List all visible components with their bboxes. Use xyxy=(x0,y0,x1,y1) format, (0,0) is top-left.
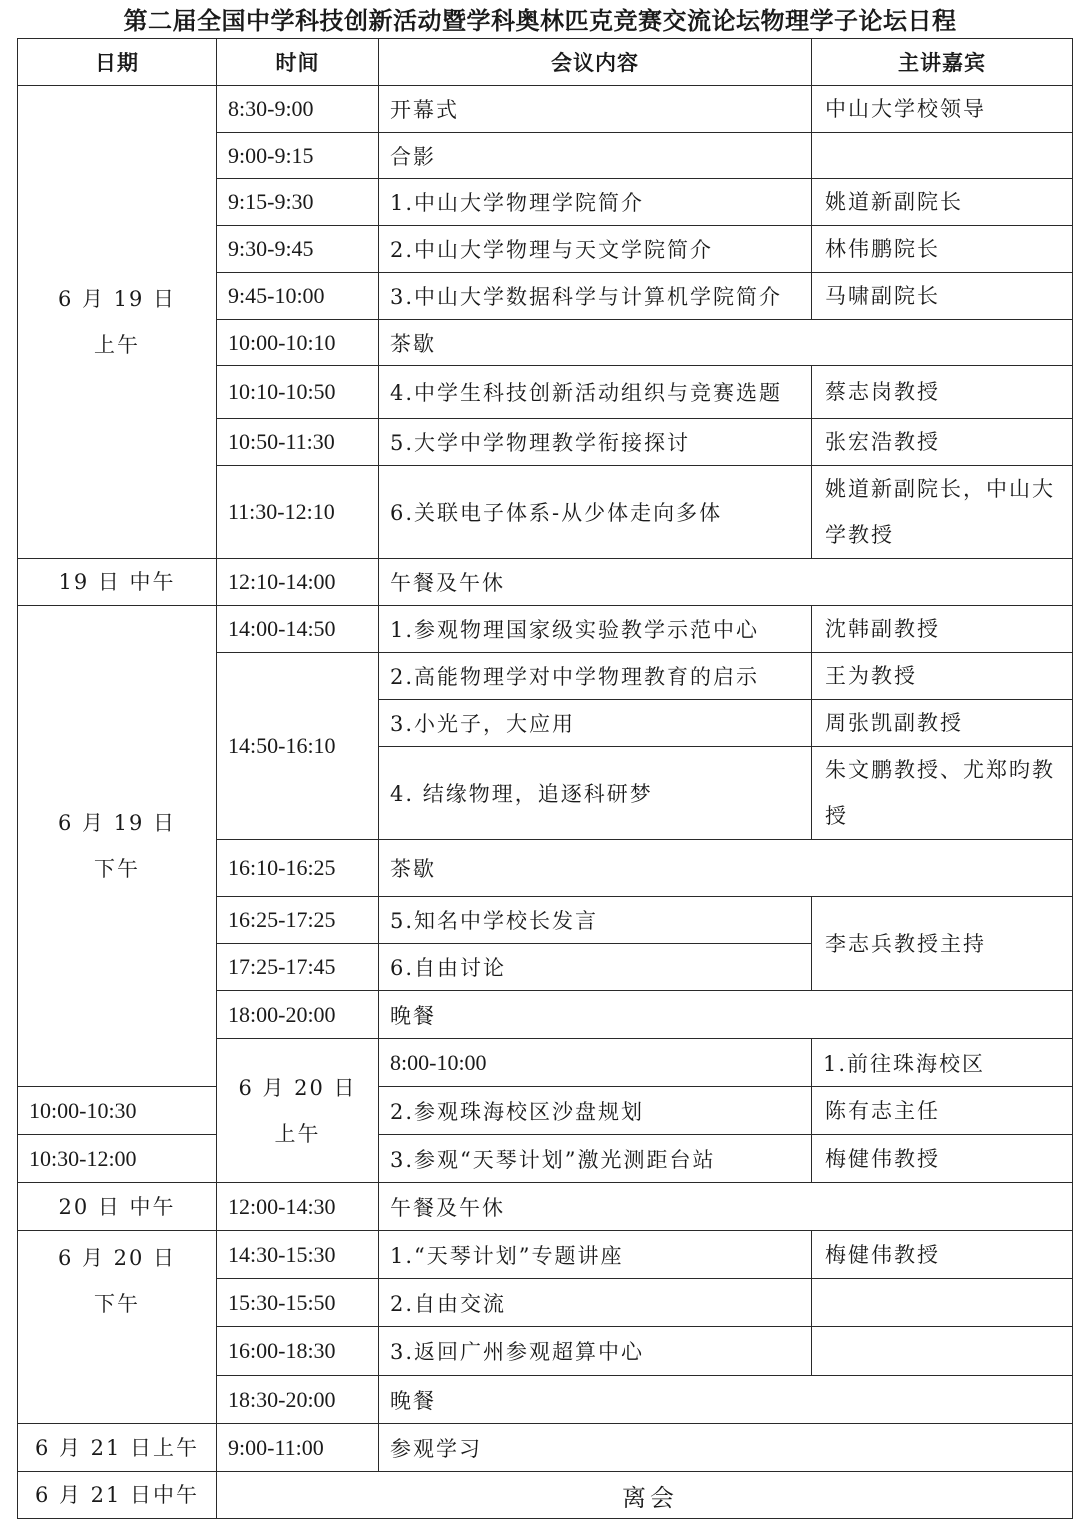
content-cell: 6.自由讨论 xyxy=(379,944,812,991)
date-cell: 6 月 21 日上午 xyxy=(18,1424,217,1472)
content-cell: 午餐及午休 xyxy=(379,559,1073,606)
time-cell: 10:00-10:10 xyxy=(217,320,379,366)
time-cell: 9:00-9:15 xyxy=(217,133,379,179)
time-cell: 9:45-10:00 xyxy=(217,273,379,320)
time-cell: 14:50-16:10 xyxy=(217,653,379,840)
speaker-cell xyxy=(812,133,1073,179)
content-cell: 1.前往珠海校区 xyxy=(812,1039,1073,1087)
date-line: 下午 xyxy=(94,857,140,881)
time-cell: 8:00-10:00 xyxy=(379,1039,812,1087)
speaker-cell xyxy=(812,1279,1073,1327)
content-cell: 4.中学生科技创新活动组织与竞赛选题 xyxy=(379,366,812,419)
time-cell: 17:25-17:45 xyxy=(217,944,379,991)
time-cell: 18:30-20:00 xyxy=(217,1376,379,1424)
time-cell: 10:00-10:30 xyxy=(18,1087,217,1135)
time-cell: 12:00-14:30 xyxy=(217,1183,379,1231)
speaker-cell: 蔡志岗教授 xyxy=(812,366,1073,419)
schedule-table xyxy=(17,38,1073,1519)
speaker-cell xyxy=(812,1327,1073,1376)
content-cell: 5.知名中学校长发言 xyxy=(379,897,812,944)
speaker-cell: 林伟鹏院长 xyxy=(812,226,1073,273)
speaker-cell: 马啸副院长 xyxy=(812,273,1073,320)
content-cell: 2.中山大学物理与天文学院简介 xyxy=(379,226,812,273)
time-cell: 14:00-14:50 xyxy=(217,606,379,653)
table-row xyxy=(18,606,1073,653)
content-cell: 参观学习 xyxy=(379,1424,1073,1472)
content-cell: 3.中山大学数据科学与计算机学院简介 xyxy=(379,273,812,320)
header-time: 时间 xyxy=(217,39,379,86)
date-line: 下午 xyxy=(94,1292,140,1316)
time-cell: 16:10-16:25 xyxy=(217,840,379,897)
content-cell: 茶歇 xyxy=(379,840,1073,897)
date-line: 6 月 19 日 xyxy=(57,287,177,311)
date-cell xyxy=(18,1231,217,1424)
time-cell: 9:30-9:45 xyxy=(217,226,379,273)
content-cell: 晚餐 xyxy=(379,1376,1073,1424)
date-cell: 6 月 21 日中午 xyxy=(18,1472,217,1519)
speaker-cell: 梅健伟教授 xyxy=(812,1231,1073,1279)
date-cell: 19 日 中午 xyxy=(18,559,217,606)
content-cell: 午餐及午休 xyxy=(379,1183,1073,1231)
time-cell: 14:30-15:30 xyxy=(217,1231,379,1279)
speaker-cell: 姚道新副院长 xyxy=(812,179,1073,226)
table-row xyxy=(18,1135,1073,1183)
speaker-cell: 周张凯副教授 xyxy=(812,700,1073,747)
header-row xyxy=(18,39,1073,86)
content-cell: 茶歇 xyxy=(379,320,1073,366)
content-cell: 离会 xyxy=(217,1472,1073,1519)
content-cell: 2.高能物理学对中学物理教育的启示 xyxy=(379,653,812,700)
time-cell: 10:10-10:50 xyxy=(217,366,379,419)
speaker-cell: 朱文鹏教授、尤郑昀教授 xyxy=(812,747,1073,840)
content-cell: 晚餐 xyxy=(379,991,1073,1039)
content-cell: 1.参观物理国家级实验教学示范中心 xyxy=(379,606,812,653)
content-cell: 1.中山大学物理学院简介 xyxy=(379,179,812,226)
time-cell: 16:25-17:25 xyxy=(217,897,379,944)
content-cell: 2.参观珠海校区沙盘规划 xyxy=(379,1087,812,1135)
table-row xyxy=(18,1472,1073,1519)
speaker-cell: 中山大学校领导 xyxy=(812,86,1073,133)
speaker-cell: 沈韩副教授 xyxy=(812,606,1073,653)
content-cell: 6.关联电子体系-从少体走向多体 xyxy=(379,466,812,559)
content-cell: 2.自由交流 xyxy=(379,1279,812,1327)
time-cell: 10:30-12:00 xyxy=(18,1135,217,1183)
time-cell: 16:00-18:30 xyxy=(217,1327,379,1376)
content-cell: 5.大学中学物理教学衔接探讨 xyxy=(379,419,812,466)
date-cell: 20 日 中午 xyxy=(18,1183,217,1231)
table-row xyxy=(18,86,1073,133)
speaker-cell: 陈有志主任 xyxy=(812,1087,1073,1135)
date-line: 6 月 19 日 xyxy=(57,811,177,835)
speaker-cell: 张宏浩教授 xyxy=(812,419,1073,466)
content-cell: 1.“天琴计划”专题讲座 xyxy=(379,1231,812,1279)
speaker-cell: 李志兵教授主持 xyxy=(812,897,1073,991)
content-cell: 合影 xyxy=(379,133,812,179)
time-cell: 18:00-20:00 xyxy=(217,991,379,1039)
time-cell: 15:30-15:50 xyxy=(217,1279,379,1327)
header-speaker: 主讲嘉宾 xyxy=(812,39,1073,86)
table-row xyxy=(18,1424,1073,1472)
content-cell: 开幕式 xyxy=(379,86,812,133)
speaker-cell: 王为教授 xyxy=(812,653,1073,700)
content-cell: 3.参观“天琴计划”激光测距台站 xyxy=(379,1135,812,1183)
content-cell: 3.返回广州参观超算中心 xyxy=(379,1327,812,1376)
speaker-cell: 姚道新副院长，中山大学教授 xyxy=(812,466,1073,559)
date-line: 上午 xyxy=(274,1121,321,1146)
date-line: 上午 xyxy=(94,333,140,357)
header-content: 会议内容 xyxy=(379,39,812,86)
date-cell xyxy=(217,1039,379,1183)
header-date: 日期 xyxy=(18,39,217,86)
schedule-title: 第二届全国中学科技创新活动暨学科奥林匹克竞赛交流论坛物理学子论坛日程 xyxy=(123,7,957,35)
content-cell: 4. 结缘物理，追逐科研梦 xyxy=(379,747,812,840)
time-cell: 12:10-14:00 xyxy=(217,559,379,606)
time-cell: 11:30-12:10 xyxy=(217,466,379,559)
time-cell: 9:15-9:30 xyxy=(217,179,379,226)
table-row xyxy=(18,1231,1073,1279)
table-row xyxy=(18,559,1073,606)
content-cell: 3.小光子，大应用 xyxy=(379,700,812,747)
date-cell xyxy=(18,86,217,559)
date-cell xyxy=(18,606,217,1087)
time-cell: 8:30-9:00 xyxy=(217,86,379,133)
speaker-cell: 梅健伟教授 xyxy=(812,1135,1073,1183)
date-line: 6 月 20 日 xyxy=(238,1075,357,1100)
table-row xyxy=(18,1087,1073,1135)
date-line: 6 月 20 日 xyxy=(57,1246,177,1270)
table-row xyxy=(18,1183,1073,1231)
time-cell: 10:50-11:30 xyxy=(217,419,379,466)
time-cell: 9:00-11:00 xyxy=(217,1424,379,1472)
